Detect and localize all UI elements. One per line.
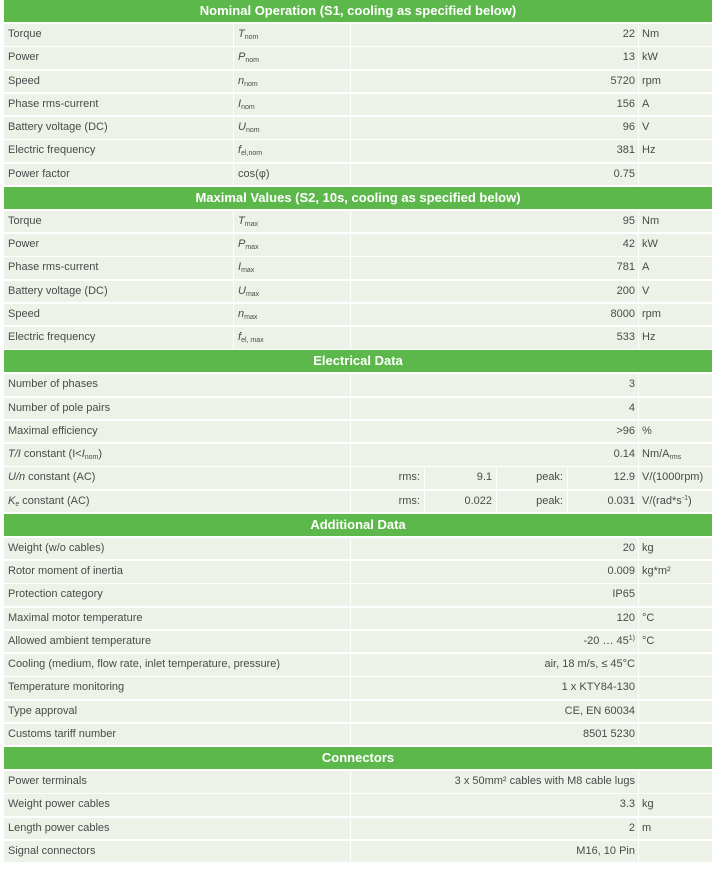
table-row bbox=[4, 608, 712, 630]
row-label bbox=[4, 491, 350, 513]
symbol-subscript: max bbox=[245, 290, 260, 298]
table-row bbox=[4, 701, 712, 723]
label-subscript: nom bbox=[84, 454, 99, 461]
table-row bbox=[4, 257, 712, 279]
row-label: Weight power cables bbox=[4, 794, 350, 816]
table-row bbox=[4, 24, 712, 46]
table-row bbox=[4, 654, 712, 676]
row-symbol bbox=[234, 234, 350, 256]
row-label: Customs tariff number bbox=[4, 724, 350, 746]
row-label: Allowed ambient temperature bbox=[4, 631, 350, 653]
row-value: 0.14 bbox=[351, 444, 638, 466]
row-value: 0.75 bbox=[351, 164, 638, 186]
table-row bbox=[4, 421, 712, 443]
row-label: Weight (w/o cables) bbox=[4, 538, 350, 560]
row-label: Electric frequency bbox=[4, 140, 233, 162]
row-label: Power bbox=[4, 234, 233, 256]
row-value bbox=[351, 771, 638, 793]
row-label: Battery voltage (DC) bbox=[4, 117, 233, 139]
row-label: Number of pole pairs bbox=[4, 398, 350, 420]
row-label: Phase rms-current bbox=[4, 257, 233, 279]
row-value: 4 bbox=[351, 398, 638, 420]
row-unit: °C bbox=[639, 631, 712, 653]
row-label: Type approval bbox=[4, 701, 350, 723]
value-text: IP65 bbox=[612, 588, 635, 601]
rms-label: rms: bbox=[351, 491, 424, 513]
row-label: Signal connectors bbox=[4, 841, 350, 863]
row-label: Temperature monitoring bbox=[4, 677, 350, 699]
row-unit: kW bbox=[639, 47, 712, 69]
table-row bbox=[4, 677, 712, 699]
symbol-subscript: max bbox=[245, 244, 259, 251]
unit-superscript: -1 bbox=[681, 494, 688, 502]
row-label: Power factor bbox=[4, 164, 233, 186]
row-value: 8000 bbox=[351, 304, 638, 326]
row-value: 95 bbox=[351, 211, 638, 233]
row-unit: kg bbox=[639, 538, 712, 560]
symbol-subscript: max bbox=[244, 220, 258, 228]
table-row bbox=[4, 631, 712, 653]
table-row bbox=[4, 327, 712, 349]
maximal-rows bbox=[4, 211, 712, 349]
symbol-letter: U bbox=[238, 121, 246, 133]
label-symbol: U/n bbox=[8, 471, 26, 484]
row-symbol bbox=[234, 47, 350, 69]
value-text: M16, 10 Pin bbox=[576, 844, 635, 857]
row-unit bbox=[639, 398, 712, 420]
value-text: -20 … 45 bbox=[583, 634, 629, 647]
table-row bbox=[4, 374, 712, 396]
value-text: CE, EN 60034 bbox=[564, 704, 635, 717]
table-row bbox=[4, 211, 712, 233]
row-symbol bbox=[234, 24, 350, 46]
row-value: 200 bbox=[351, 281, 638, 303]
symbol-text: cos(φ) bbox=[238, 167, 270, 180]
row-symbol bbox=[234, 257, 350, 279]
row-label: Battery voltage (DC) bbox=[4, 281, 233, 303]
section-header-additional: Additional Data bbox=[4, 514, 712, 536]
label-symbol: T/I bbox=[8, 448, 21, 460]
peak-label: peak: bbox=[497, 491, 567, 513]
rms-value: 0.022 bbox=[425, 491, 496, 513]
table-row bbox=[4, 467, 712, 489]
symbol-letter: f bbox=[238, 144, 242, 157]
row-unit: % bbox=[639, 421, 712, 443]
row-value bbox=[351, 561, 638, 583]
row-value bbox=[351, 677, 638, 699]
unit-text: V/(rad*s bbox=[642, 494, 682, 507]
symbol-letter: P bbox=[238, 51, 246, 64]
value-text: 120 bbox=[616, 611, 635, 624]
row-unit: V bbox=[639, 117, 712, 139]
symbol-subscript: max bbox=[241, 267, 255, 275]
table-row bbox=[4, 47, 712, 69]
row-value: 781 bbox=[351, 257, 638, 279]
row-symbol bbox=[234, 140, 350, 162]
row-unit: kg bbox=[639, 794, 712, 816]
row-value bbox=[351, 654, 638, 676]
value-text: 3.3 bbox=[619, 798, 635, 811]
row-value bbox=[351, 724, 638, 746]
row-unit: rpm bbox=[639, 304, 712, 326]
table-row bbox=[4, 94, 712, 116]
value-text: 0.009 bbox=[607, 565, 635, 577]
row-unit bbox=[639, 701, 712, 723]
row-label: Torque bbox=[4, 24, 233, 46]
symbol-letter: f bbox=[238, 331, 242, 343]
label-text: constant (I< bbox=[20, 448, 82, 460]
row-unit bbox=[639, 677, 712, 699]
row-symbol bbox=[234, 304, 350, 326]
row-unit: Nm bbox=[639, 211, 712, 233]
value-text: 1 x KTY84-130 bbox=[561, 681, 635, 694]
additional-rows bbox=[4, 538, 712, 746]
row-unit bbox=[639, 584, 712, 606]
row-label bbox=[4, 467, 350, 489]
value-text: 3 x 50mm² cables with M8 cable lugs bbox=[454, 775, 635, 787]
table-row bbox=[4, 841, 712, 863]
row-symbol bbox=[234, 71, 350, 93]
row-label: Power bbox=[4, 47, 233, 69]
row-unit bbox=[639, 771, 712, 793]
row-label: Number of phases bbox=[4, 374, 350, 396]
symbol-letter: I bbox=[238, 97, 242, 110]
rms-label: rms: bbox=[351, 467, 424, 489]
symbol-subscript: nom bbox=[244, 34, 259, 41]
row-label: Electric frequency bbox=[4, 327, 233, 349]
row-value bbox=[351, 584, 638, 606]
symbol-subscript: el, max bbox=[241, 337, 264, 344]
row-unit bbox=[639, 654, 712, 676]
row-value: 96 bbox=[351, 117, 638, 139]
section-header-connectors: Connectors bbox=[4, 747, 712, 769]
symbol-letter: I bbox=[238, 261, 242, 274]
row-unit bbox=[639, 444, 712, 466]
row-label: Protection category bbox=[4, 584, 350, 606]
symbol-letter: U bbox=[238, 284, 246, 297]
unit-text: Nm/A bbox=[642, 448, 670, 460]
unit-subscript: rms bbox=[669, 454, 682, 461]
label-text: ) bbox=[98, 448, 103, 460]
row-symbol bbox=[234, 94, 350, 116]
symbol-subscript: max bbox=[244, 313, 258, 321]
row-unit: kW bbox=[639, 234, 712, 256]
row-value: 42 bbox=[351, 234, 638, 256]
row-unit: Hz bbox=[639, 327, 712, 349]
table-row bbox=[4, 491, 712, 513]
row-unit: A bbox=[639, 94, 712, 116]
table-row bbox=[4, 794, 712, 816]
row-label: Power terminals bbox=[4, 771, 350, 793]
value-text: 8501 5230 bbox=[583, 727, 635, 740]
symbol-letter: T bbox=[238, 214, 245, 227]
label-text: constant (AC) bbox=[25, 471, 96, 484]
table-row bbox=[4, 818, 712, 840]
row-unit bbox=[639, 164, 712, 186]
peak-label: peak: bbox=[497, 467, 567, 489]
table-row bbox=[4, 140, 712, 162]
row-unit bbox=[639, 374, 712, 396]
symbol-subscript: nom bbox=[244, 80, 258, 88]
row-symbol bbox=[234, 211, 350, 233]
table-row bbox=[4, 538, 712, 560]
row-value: 3 bbox=[351, 374, 638, 396]
table-row bbox=[4, 444, 712, 466]
table-row bbox=[4, 724, 712, 746]
row-value bbox=[351, 794, 638, 816]
row-value: 533 bbox=[351, 327, 638, 349]
label-symbol: K bbox=[8, 494, 16, 507]
row-label: Rotor moment of inertia bbox=[4, 561, 350, 583]
row-symbol bbox=[234, 117, 350, 139]
table-row bbox=[4, 234, 712, 256]
section-header-electrical: Electrical Data bbox=[4, 350, 712, 372]
unit-text: ) bbox=[687, 494, 692, 507]
row-symbol bbox=[234, 327, 350, 349]
spec-table bbox=[4, 0, 712, 862]
table-row bbox=[4, 281, 712, 303]
section-header-maximal: Maximal Values (S2, 10s, cooling as specified below) bbox=[4, 187, 712, 209]
peak-value: 12.9 bbox=[568, 467, 638, 489]
symbol-letter: T bbox=[238, 28, 245, 40]
row-unit: kg*m² bbox=[639, 561, 712, 583]
symbol-subscript: nom bbox=[245, 57, 259, 65]
row-unit bbox=[639, 724, 712, 746]
row-label: Cooling (medium, flow rate, inlet temperature, pressure) bbox=[4, 654, 350, 676]
row-label bbox=[4, 444, 350, 466]
table-row bbox=[4, 304, 712, 326]
row-symbol bbox=[234, 281, 350, 303]
symbol-subscript: el,nom bbox=[241, 150, 263, 158]
row-label: Maximal efficiency bbox=[4, 421, 350, 443]
symbol-letter: n bbox=[238, 74, 245, 87]
symbol-subscript: nom bbox=[245, 127, 260, 134]
peak-value: 0.031 bbox=[568, 491, 638, 513]
symbol-letter: P bbox=[238, 238, 246, 250]
row-label: Maximal motor temperature bbox=[4, 608, 350, 630]
row-unit bbox=[639, 491, 712, 513]
table-row bbox=[4, 771, 712, 793]
table-row bbox=[4, 117, 712, 139]
row-value: 156 bbox=[351, 94, 638, 116]
row-label: Length power cables bbox=[4, 818, 350, 840]
row-unit bbox=[639, 841, 712, 863]
table-row bbox=[4, 164, 712, 186]
value-text: air, 18 m/s, ≤ 45°C bbox=[544, 658, 635, 670]
row-value bbox=[351, 538, 638, 560]
row-label: Phase rms-current bbox=[4, 94, 233, 116]
row-value: 5720 bbox=[351, 71, 638, 93]
table-row bbox=[4, 561, 712, 583]
row-value bbox=[351, 701, 638, 723]
row-symbol bbox=[234, 164, 350, 186]
table-row bbox=[4, 398, 712, 420]
label-symbol: I bbox=[81, 448, 85, 460]
row-unit: V/(1000rpm) bbox=[639, 467, 712, 489]
row-value bbox=[351, 631, 638, 653]
row-unit: Nm bbox=[639, 24, 712, 46]
row-label: Torque bbox=[4, 211, 233, 233]
row-unit: Hz bbox=[639, 140, 712, 162]
row-unit: °C bbox=[639, 608, 712, 630]
row-unit: V bbox=[639, 281, 712, 303]
section-header-nominal: Nominal Operation (S1, cooling as specified below) bbox=[4, 0, 712, 22]
row-value: >96 bbox=[351, 421, 638, 443]
row-unit: rpm bbox=[639, 71, 712, 93]
row-value bbox=[351, 818, 638, 840]
table-row bbox=[4, 584, 712, 606]
table-row bbox=[4, 71, 712, 93]
connectors-rows bbox=[4, 771, 712, 862]
row-value: 22 bbox=[351, 24, 638, 46]
nominal-rows bbox=[4, 24, 712, 185]
row-label: Speed bbox=[4, 304, 233, 326]
row-value: 13 bbox=[351, 47, 638, 69]
symbol-subscript: nom bbox=[241, 103, 255, 111]
row-label: Speed bbox=[4, 71, 233, 93]
footnote-marker: 1) bbox=[628, 634, 635, 642]
label-text: constant (AC) bbox=[19, 494, 90, 507]
row-value bbox=[351, 841, 638, 863]
value-text: 2 bbox=[628, 821, 635, 834]
row-value bbox=[351, 608, 638, 630]
row-unit: m bbox=[639, 818, 712, 840]
symbol-letter: n bbox=[238, 307, 245, 320]
value-text: 20 bbox=[622, 541, 635, 554]
row-value: 381 bbox=[351, 140, 638, 162]
rms-value: 9.1 bbox=[425, 467, 496, 489]
row-unit: A bbox=[639, 257, 712, 279]
label-subscript: e bbox=[15, 500, 20, 508]
